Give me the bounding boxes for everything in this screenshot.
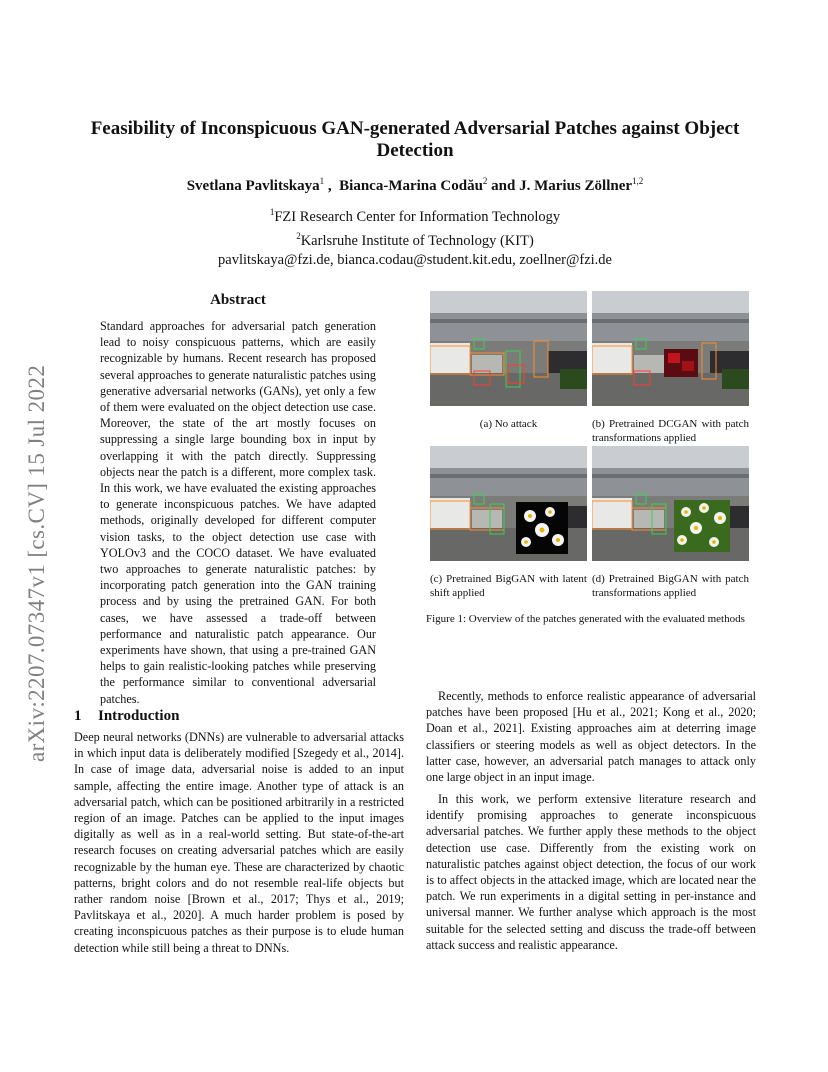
- author-affil-sup: 1: [319, 176, 325, 186]
- affil-sup: 1: [269, 207, 275, 217]
- figure-panel-d: [592, 446, 749, 561]
- affil-text: FZI Research Center for Information Technology: [274, 208, 561, 225]
- author-name: J. Marius Zöllner: [519, 178, 633, 194]
- author-separator: and: [487, 178, 520, 194]
- abstract-heading: Abstract: [210, 292, 266, 308]
- author-name: Bianca-Marina Codău: [339, 178, 483, 194]
- section-heading-introduction: [74, 708, 179, 725]
- affiliation-2: [70, 227, 760, 251]
- subcaption-a: (a) No attack: [479, 418, 538, 430]
- section-title: Introduction: [98, 708, 180, 724]
- figure-panel-a: [430, 291, 587, 406]
- figure-caption: Figure 1: Overview of the patches generated with the evaluated methods: [426, 613, 745, 625]
- author-separator: ,: [324, 178, 340, 194]
- author-name: Svetlana Pavlitskaya: [186, 178, 320, 194]
- abstract-text: Standard approaches for adversarial patch generation lead to noisy conspicuous patterns, which are easily recognizable by humans. Recent research has proposed several approaches to generate naturalistic patches using generative adversarial networks (GANs), yet only a few of them were evaluated on the object detection use case. Moreover, the state of the art mostly focuses on suppressing a single large bounding box in input by overlapping it with the patch directly. Suppressing objects near the patch is a different, more complex task. In this work, we have evaluated the existing approaches to generate inconspicuous patches. We have adapted methods, originally developed for different computer vision tasks, to the object detection use case with YOLOv3 and the COCO dataset. We have evaluated two approaches to generate naturalistic patches: by incorporating patch generation into the GAN training process and by using the pretrained GAN. For both cases, we have assessed a trade-off between performance and naturalistic patch appearance. Our experiments have shown, that using a pre-trained GAN helps to gain realistic-looking patches while preserving the performance similar to conventional adversarial patches.: [100, 319, 376, 706]
- figure-panel-b: [592, 291, 749, 406]
- affil-text: Karlsruhe Institute of Technology (KIT): [300, 232, 534, 249]
- title-line-2: Detection: [376, 140, 454, 161]
- introduction-paragraph: Deep neural networks (DNNs) are vulnerable to adversarial attacks in which input data is deliberately modified [Szegedy et al., 2014]. In case of image data, adversarial noise is added to an input sample, affecting the entire image. Another type of attack is an adversarial patch, which can be positioned arbitrarily in a restricted region of an image. Patches can be applied to the input images digitally as well as in a real-world setting. But state-of-the-art research focuses on creating adversarial patches which are easily recognizable by the human eye. These are characterized by chaotic patterns, bright colors and do not resemble real-life objects but rather random noise [Brown et al., 2017; Thys et al., 2019; Pavlitskaya et al., 2020]. A much harder problem is posed by creating inconspicuous patches as their purpose is to elude human detection while still being a threat to DNNs.: [74, 730, 404, 955]
- affiliations: [70, 203, 760, 270]
- figure-panel-c: [430, 446, 587, 561]
- subcaption-b: (b) Pretrained DCGAN with patch transformations applied: [592, 418, 749, 444]
- author-affil-sup: 2: [482, 176, 488, 186]
- subcaption-c: (c) Pretrained BigGAN with latent shift applied: [430, 573, 587, 599]
- title-line-1: Feasibility of Inconspicuous GAN-generated Adversarial Patches against Object: [90, 118, 740, 139]
- arxiv-stamp: arXiv:2207.07347v1 [cs.CV] 15 Jul 2022: [24, 364, 49, 762]
- right-column-paragraph-2: In this work, we perform extensive literature research and identify promising approaches to generate inconspicuous adversarial patches. We further apply these methods to the object detection use case. Differently from the existing work on naturalistic patches against object detection, the focus of our work is to affect objects in the attacked image, which are located near the patch. We run experiments in a digital setting in per-instance and universal manner. We further analyse which approach is the most suitable for the selected setting and discuss the trade-off between attack success and realistic appearance.: [426, 792, 756, 952]
- affiliation-1: [70, 203, 760, 227]
- section-number: 1: [74, 708, 82, 724]
- paper-title: [70, 118, 760, 162]
- affil-sup: 2: [296, 230, 301, 241]
- right-column-paragraph-1: Recently, methods to enforce realistic appearance of adversarial patches have been proposed [Hu et al., 2021; Kong et al., 2020; Doan et al., 2021]. Existing approaches aim at deterring image classifiers or steering models as well as object detectors. In the latter case, however, an adversarial patch manages to attack only one large object in an input image.: [426, 689, 756, 785]
- subcaption-d: (d) Pretrained BigGAN with patch transformations applied: [592, 573, 749, 599]
- author-emails: pavlitskaya@fzi.de, bianca.codau@student.kit.edu, zoellner@fzi.de: [218, 251, 612, 268]
- author-list: [70, 176, 760, 195]
- author-affil-sup: 1,2: [632, 176, 644, 186]
